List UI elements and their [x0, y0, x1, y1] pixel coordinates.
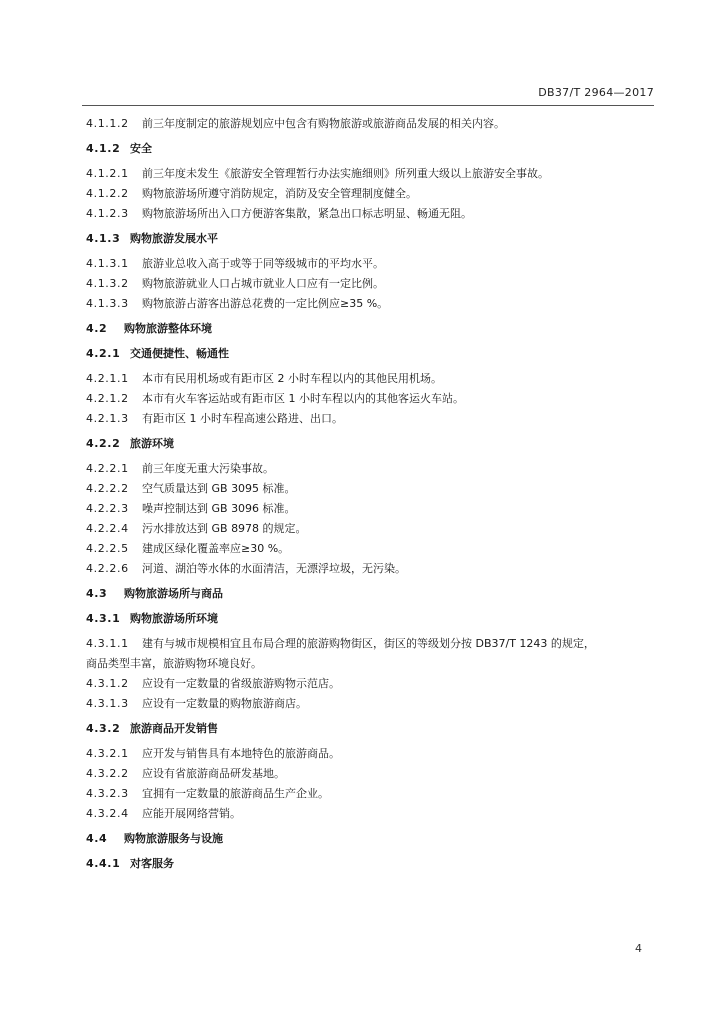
clause-number: 4.3.1.1: [86, 637, 129, 650]
clause-4-2-2-1: [86, 459, 651, 479]
clause-4-3-1-1: [86, 634, 651, 654]
clause-number: 4.1.1.2: [86, 117, 129, 130]
clause-text: 本市有民用机场或有距市区 2 小时车程以内的其他民用机场。: [142, 372, 442, 385]
clause-4-1-2-2: [86, 184, 651, 204]
clause-number: 4.2.2.6: [86, 562, 129, 575]
clause-number: 4.1.2.3: [86, 207, 129, 220]
clause-4-2-2-6: [86, 559, 651, 579]
clause-number: 4.2.2: [86, 437, 121, 450]
clause-4-1-3-3: [86, 294, 651, 314]
section-heading-4-3: [86, 584, 651, 604]
clause-4-2-2-2: [86, 479, 651, 499]
clause-number: 4.3.1: [86, 612, 121, 625]
clause-text: 购物旅游服务与设施: [124, 832, 223, 845]
clause-text: 河道、湖泊等水体的水面清洁，无漂浮垃圾，无污染。: [142, 562, 406, 575]
clause-4-1-1-2: [86, 114, 651, 134]
clause-number: 4.2.2.5: [86, 542, 129, 555]
section-heading-4-4: [86, 829, 651, 849]
clause-text: 购物旅游整体环境: [124, 322, 212, 335]
clause-text: 应设有一定数量的省级旅游购物示范店。: [142, 677, 340, 690]
section-heading-4-3-2: [86, 719, 651, 739]
clause-number: 4.4: [86, 832, 108, 845]
clause-text: 购物旅游占游客出游总花费的一定比例应≥35 %。: [142, 297, 389, 310]
clause-text: 购物旅游就业人口占城市就业人口应有一定比例。: [142, 277, 384, 290]
clause-text: 对客服务: [130, 857, 174, 870]
clause-text: 商品类型丰富，旅游购物环境良好。: [86, 657, 262, 670]
clause-text: 应设有省旅游商品研发基地。: [142, 767, 285, 780]
clause-text: 前三年度无重大污染事故。: [142, 462, 274, 475]
clause-text: 前三年度未发生《旅游安全管理暂行办法实施细则》所列重大级以上旅游安全事故。: [142, 167, 549, 180]
clause-number: 4.2.2.4: [86, 522, 129, 535]
clause-number: 4.3.1.2: [86, 677, 129, 690]
clause-number: 4.2.1.2: [86, 392, 129, 405]
clause-text: 空气质量达到 GB 3095 标准。: [142, 482, 296, 495]
clause-number: 4.1.2.2: [86, 187, 129, 200]
clause-number: 4.3.2: [86, 722, 121, 735]
clause-number: 4.3.1.3: [86, 697, 129, 710]
clause-4-2-1-3: [86, 409, 651, 429]
clause-number: 4.2.2.3: [86, 502, 129, 515]
clause-number: 4.2.1.3: [86, 412, 129, 425]
clause-text: 应开发与销售具有本地特色的旅游商品。: [142, 747, 340, 760]
clause-4-3-1-1-continued: [86, 654, 651, 674]
clause-number: 4.2.1.1: [86, 372, 129, 385]
clause-number: 4.1.3: [86, 232, 121, 245]
clause-4-3-2-1: [86, 744, 651, 764]
section-heading-4-2-2: [86, 434, 651, 454]
clause-4-3-2-2: [86, 764, 651, 784]
clause-number: 4.2: [86, 322, 108, 335]
clause-4-3-1-2: [86, 674, 651, 694]
section-heading-4-1-3: [86, 229, 651, 249]
clause-text: 购物旅游发展水平: [130, 232, 218, 245]
clause-number: 4.3: [86, 587, 108, 600]
header-rule: [82, 105, 654, 106]
clause-4-3-2-4: [86, 804, 651, 824]
clause-text: 购物旅游场所遵守消防规定，消防及安全管理制度健全。: [142, 187, 417, 200]
clause-number: 4.1.3.2: [86, 277, 129, 290]
clause-text: 有距市区 1 小时车程高速公路进、出口。: [142, 412, 343, 425]
section-heading-4-1-2: [86, 139, 651, 159]
clause-4-3-1-3: [86, 694, 651, 714]
clause-text: 购物旅游场所与商品: [124, 587, 223, 600]
section-heading-4-4-1: [86, 854, 651, 874]
standard-code: DB37/T 2964—2017: [538, 86, 654, 99]
clause-4-2-2-5: [86, 539, 651, 559]
clause-4-2-2-3: [86, 499, 651, 519]
clause-4-2-1-2: [86, 389, 651, 409]
document-body: [86, 114, 651, 874]
clause-text: 安全: [130, 142, 152, 155]
clause-text: 建有与城市规模相宜且布局合理的旅游购物街区，街区的等级划分按 DB37/T 1243 的规定，: [142, 637, 595, 650]
clause-4-1-3-1: [86, 254, 651, 274]
clause-number: 4.4.1: [86, 857, 121, 870]
clause-4-2-1-1: [86, 369, 651, 389]
clause-text: 噪声控制达到 GB 3096 标准。: [142, 502, 296, 515]
clause-number: 4.2.2.1: [86, 462, 129, 475]
clause-4-3-2-3: [86, 784, 651, 804]
clause-number: 4.3.2.2: [86, 767, 129, 780]
clause-number: 4.2.1: [86, 347, 121, 360]
clause-text: 建成区绿化覆盖率应≥30 %。: [142, 542, 290, 555]
clause-number: 4.1.2: [86, 142, 121, 155]
section-heading-4-3-1: [86, 609, 651, 629]
clause-text: 交通便捷性、畅通性: [130, 347, 229, 360]
clause-number: 4.1.3.1: [86, 257, 129, 270]
section-heading-4-2: [86, 319, 651, 339]
clause-text: 应能开展网络营销。: [142, 807, 241, 820]
clause-number: 4.3.2.4: [86, 807, 129, 820]
clause-4-1-2-1: [86, 164, 651, 184]
page-number: 4: [635, 942, 642, 955]
clause-number: 4.3.2.3: [86, 787, 129, 800]
clause-4-1-2-3: [86, 204, 651, 224]
clause-number: 4.2.2.2: [86, 482, 129, 495]
clause-number: 4.3.2.1: [86, 747, 129, 760]
clause-text: 购物旅游场所出入口方便游客集散，紧急出口标志明显、畅通无阻。: [142, 207, 472, 220]
clause-text: 旅游业总收入高于或等于同等级城市的平均水平。: [142, 257, 384, 270]
clause-text: 旅游商品开发销售: [130, 722, 218, 735]
clause-text: 本市有火车客运站或有距市区 1 小时车程以内的其他客运火车站。: [142, 392, 464, 405]
clause-number: 4.1.2.1: [86, 167, 129, 180]
clause-text: 污水排放达到 GB 8978 的规定。: [142, 522, 307, 535]
clause-text: 旅游环境: [130, 437, 174, 450]
clause-text: 应设有一定数量的购物旅游商店。: [142, 697, 307, 710]
clause-number: 4.1.3.3: [86, 297, 129, 310]
clause-text: 前三年度制定的旅游规划应中包含有购物旅游或旅游商品发展的相关内容。: [142, 117, 505, 130]
clause-text: 宜拥有一定数量的旅游商品生产企业。: [142, 787, 329, 800]
clause-text: 购物旅游场所环境: [130, 612, 218, 625]
clause-4-1-3-2: [86, 274, 651, 294]
clause-4-2-2-4: [86, 519, 651, 539]
section-heading-4-2-1: [86, 344, 651, 364]
